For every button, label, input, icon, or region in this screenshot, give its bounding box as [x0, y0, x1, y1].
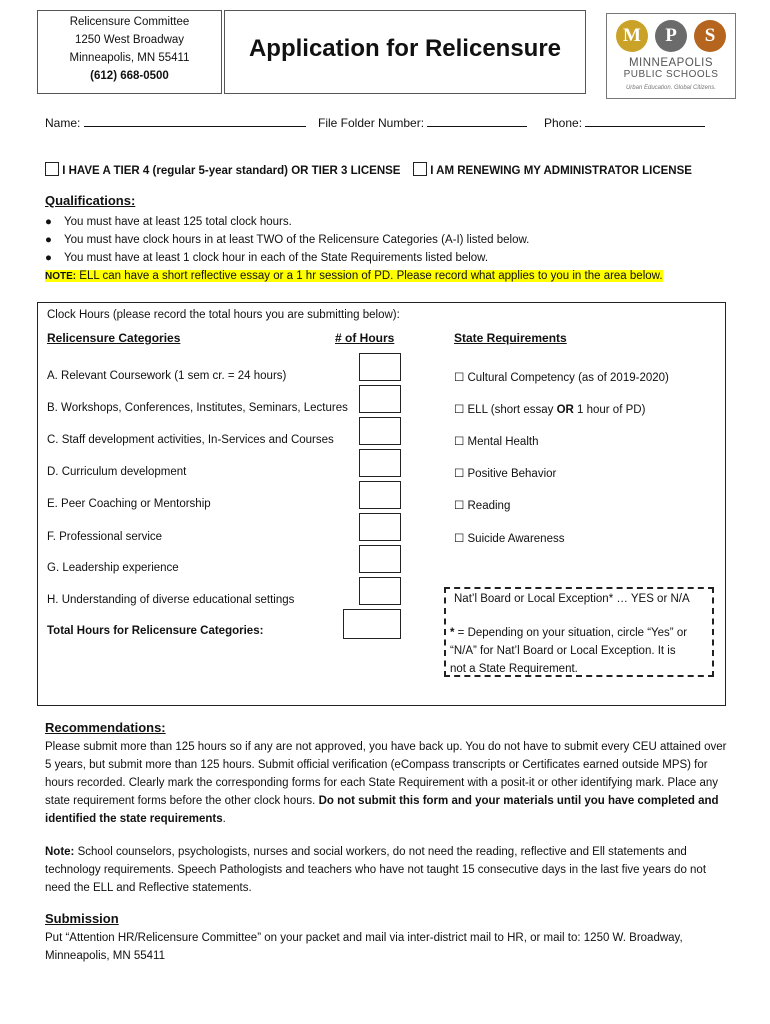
exception-line: Nat’l Board or Local Exception* … YES or N/A: [454, 593, 690, 605]
category-g: G. Leadership experience: [47, 562, 179, 574]
state-req-mental-health[interactable]: ☐ Mental Health: [454, 436, 539, 448]
state-req-positive-behavior[interactable]: ☐ Positive Behavior: [454, 468, 557, 480]
address-line: Relicensure Committee: [69, 16, 190, 28]
tier-checkbox[interactable]: [45, 162, 59, 176]
logo-tagline: Urban Education. Global Citizens.: [625, 85, 717, 91]
hours-input-d[interactable]: [359, 449, 401, 477]
category-a: A. Relevant Coursework (1 sem cr. = 24 hours): [47, 370, 287, 382]
category-f: F. Professional service: [47, 531, 163, 543]
phone-label: Phone:: [544, 116, 583, 130]
qualifications-note: NOTE: ELL can have a short reflective essay or a 1 hr session of PD. Please record what applies to you in the area below.: [45, 270, 663, 282]
title-box: [224, 10, 586, 94]
hours-input-h[interactable]: [359, 577, 401, 605]
logo-letter-p: P: [655, 20, 687, 52]
hours-input-f[interactable]: [359, 513, 401, 541]
admin-label: I AM RENEWING MY ADMINISTRATOR LICENSE: [430, 165, 692, 177]
list-item: ● You must have at least 1 clock hour in each of the State Requirements listed below.: [45, 252, 489, 264]
address-box: [37, 10, 222, 94]
col-hours-heading: # of Hours: [335, 331, 395, 345]
name-line[interactable]: [84, 114, 306, 127]
state-req-ell[interactable]: ☐ ELL (short essay OR 1 hour of PD): [454, 404, 646, 416]
list-item: ● You must have clock hours in at least TWO of the Relicensure Categories (A-I) listed below.: [45, 234, 530, 246]
logo-text: PUBLIC SCHOOLS: [623, 69, 719, 80]
category-b: B. Workshops, Conferences, Institutes, Seminars, Lectures: [47, 402, 348, 414]
state-req-cultural[interactable]: ☐ Cultural Competency (as of 2019-2020): [454, 372, 669, 384]
admin-option[interactable]: [413, 162, 692, 177]
category-c: C. Staff development activities, In-Services and Courses: [47, 434, 334, 446]
mps-logo: [606, 13, 736, 99]
col-categories-heading: Relicensure Categories: [47, 331, 181, 345]
hours-input-c[interactable]: [359, 417, 401, 445]
recommendations-text: Please submit more than 125 hours so if any are not approved, you have back up. You do not have to submit every CEU attained over 5 years, but submit more than 125 hours. Submit official verification (eCompass transcripts or Certificates earned outside MPS) for hours recorded. Clearly mark the corresponding forms for each State Requirement with a posit-it or other identifying mark. Place any state requirement forms before the other clock hours. Do not submit this form and your materials until you have completed and identified the state requirements.: [45, 741, 727, 825]
address-line: Minneapolis, MN 55411: [69, 52, 190, 64]
note-counselors: Note: School counselors, psychologists, nurses and social workers, do not need the reading, reflective and Ell statements and technology requirements. Speech Pathologists and teachers who have not taught 15 consecutive days in the last five years do not need the ELL and Reflective statements.: [45, 846, 707, 894]
file-folder-label: File Folder Number:: [318, 116, 425, 130]
tier-option[interactable]: [45, 162, 400, 177]
clock-hours-intro: Clock Hours (please record the total hours you are submitting below):: [47, 309, 400, 321]
hours-input-b[interactable]: [359, 385, 401, 413]
qualifications-list: [45, 213, 663, 286]
name-label: Name:: [45, 116, 81, 130]
logo-letter-m: M: [616, 20, 648, 52]
admin-checkbox[interactable]: [413, 162, 427, 176]
submission-heading: Submission: [45, 911, 119, 926]
name-field[interactable]: [45, 114, 306, 130]
phone-field[interactable]: [544, 114, 705, 130]
category-d: D. Curriculum development: [47, 466, 187, 478]
address-phone: (612) 668-0500: [90, 70, 169, 82]
list-item: ● You must have at least 125 total clock hours.: [45, 216, 292, 228]
recommendations-heading: Recommendations:: [45, 720, 166, 735]
phone-line[interactable]: [585, 114, 705, 127]
file-folder-field[interactable]: [318, 114, 527, 130]
hours-input-e[interactable]: [359, 481, 401, 509]
file-folder-line[interactable]: [427, 114, 527, 127]
page-title: Application for Relicensure: [248, 35, 562, 62]
tier-label: I HAVE A TIER 4 (regular 5-year standard) OR TIER 3 LICENSE: [62, 165, 401, 177]
category-h: H. Understanding of diverse educational settings: [47, 594, 295, 606]
qualifications-heading: Qualifications:: [45, 193, 136, 208]
exception-box: [444, 587, 714, 677]
logo-letter-s: S: [694, 20, 726, 52]
col-state-heading: State Requirements: [454, 331, 567, 345]
logo-text: MINNEAPOLIS: [628, 57, 714, 69]
hours-input-a[interactable]: [359, 353, 401, 381]
exception-note: * = Depending on your situation, circle “Yes” or “N/A” for Nat’l Board or Local Exception. It is not a State Requirement.: [450, 627, 688, 675]
state-req-reading[interactable]: ☐ Reading: [454, 500, 511, 512]
address-line: 1250 West Broadway: [74, 34, 185, 46]
category-e: E. Peer Coaching or Mentorship: [47, 498, 211, 510]
hours-input-g[interactable]: [359, 545, 401, 573]
hours-input-total[interactable]: [343, 609, 401, 639]
total-hours-label: Total Hours for Relicensure Categories:: [47, 625, 264, 637]
submission-text: Put “Attention HR/Relicensure Committee” on your packet and mail via inter-district mail to HR, or mail to: 1250 W. Broadway, Minneapolis, MN 55411: [45, 932, 683, 962]
state-req-suicide-awareness[interactable]: ☐ Suicide Awareness: [454, 533, 565, 545]
